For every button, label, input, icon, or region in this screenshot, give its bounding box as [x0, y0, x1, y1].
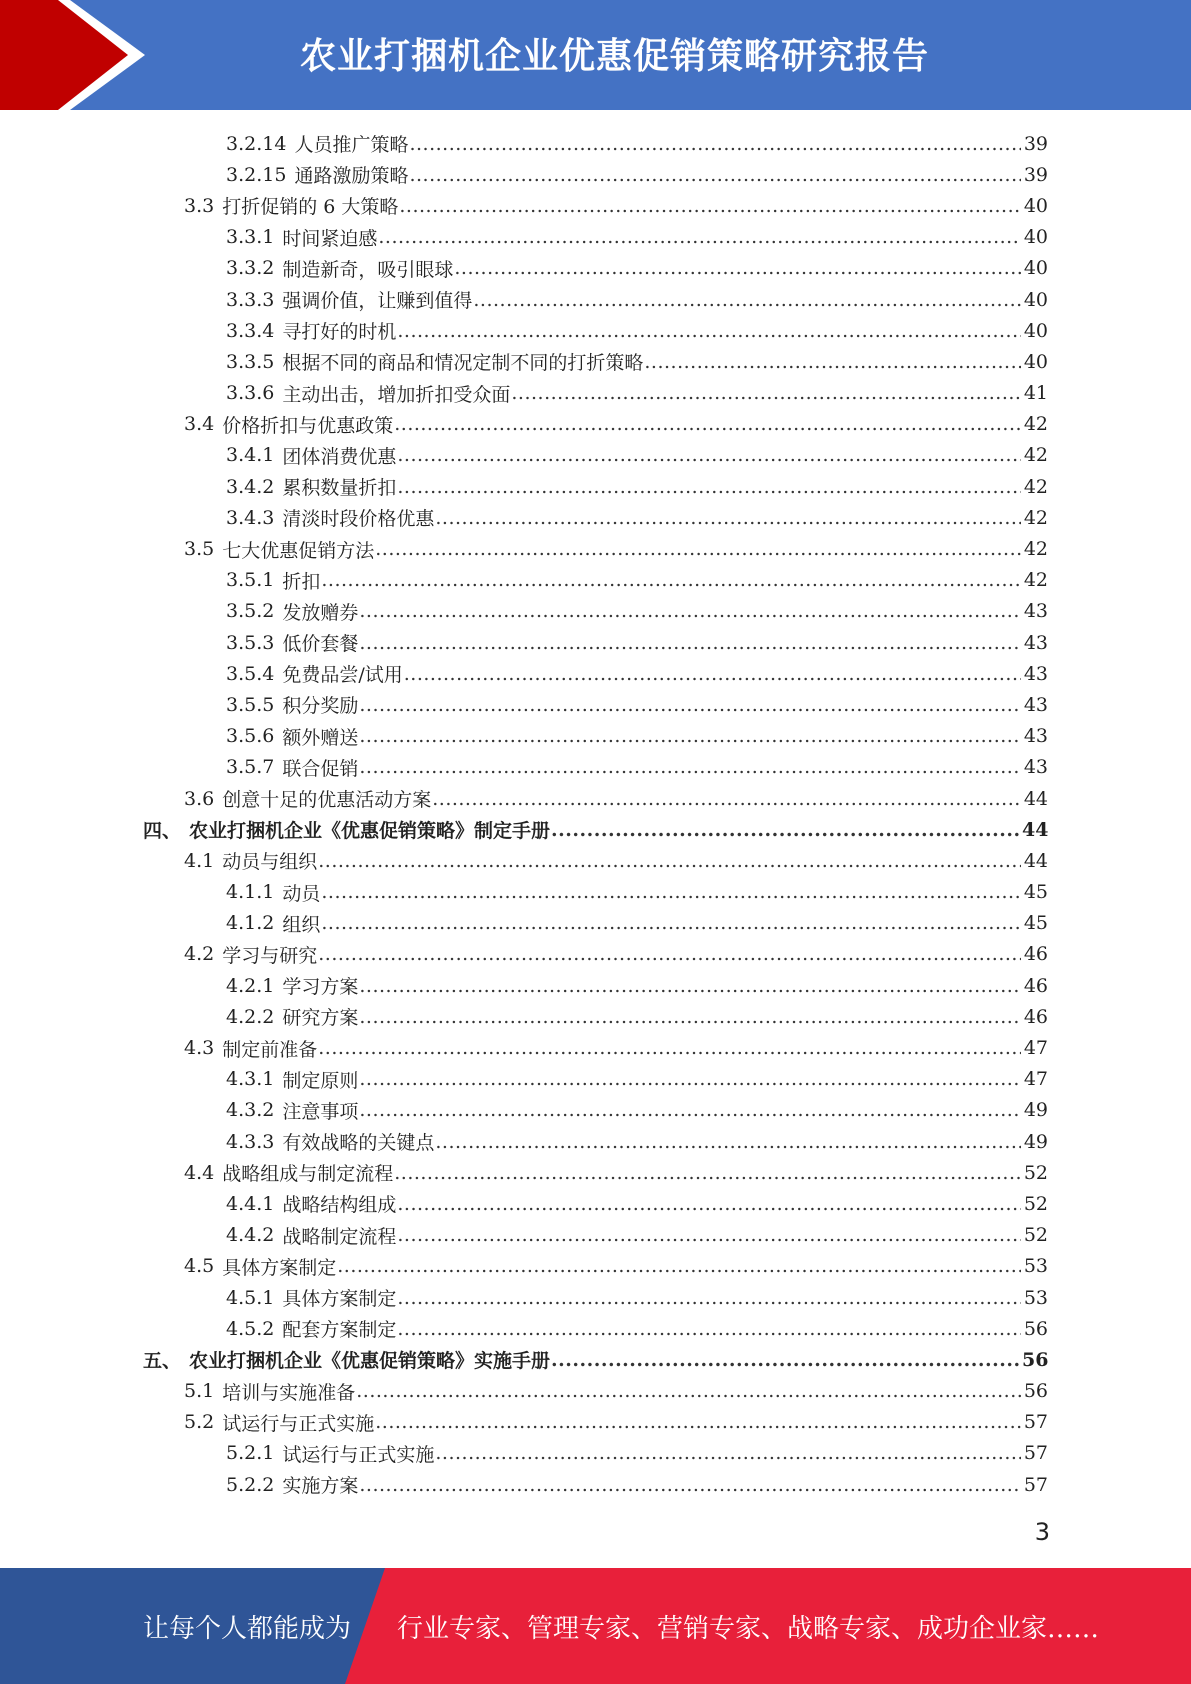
toc-entry-number: 3.3.6 [226, 382, 275, 405]
toc-entry-number: 5.2.2 [226, 1473, 275, 1496]
toc-entry-number: 4.5.1 [226, 1286, 275, 1309]
toc-entry-page: 47 [1023, 1068, 1048, 1091]
toc-entry-number: 3.2.15 [226, 163, 287, 186]
page-number: 3 [1034, 1518, 1050, 1546]
toc-entry[interactable] [0, 533, 1191, 564]
toc-entry[interactable] [0, 1376, 1191, 1407]
toc-dot-leader [321, 912, 1021, 934]
toc-entry-number: 3.2.14 [226, 132, 287, 155]
toc-entry-number: 4.5 [184, 1255, 215, 1278]
toc-entry-page: 43 [1023, 662, 1048, 685]
toc-entry[interactable] [0, 1095, 1191, 1126]
toc-entry-title: 根据不同的商品和情况定制不同的打折策略 [282, 352, 644, 375]
toc-dot-leader [359, 600, 1021, 622]
toc-dot-leader [399, 195, 1021, 217]
toc-entry-page: 39 [1023, 163, 1048, 186]
table-of-contents [0, 128, 1191, 1500]
toc-entry-page: 46 [1023, 943, 1048, 966]
toc-entry[interactable] [0, 1438, 1191, 1469]
toc-entry-page: 49 [1023, 1130, 1048, 1153]
toc-entry-number: 5.1 [184, 1380, 215, 1403]
toc-dot-leader [432, 788, 1021, 810]
toc-entry[interactable] [0, 970, 1191, 1001]
toc-entry[interactable] [0, 128, 1191, 159]
toc-entry[interactable] [0, 1188, 1191, 1219]
toc-entry-title: 制造新奇，吸引眼球 [282, 258, 454, 281]
toc-entry[interactable] [0, 346, 1191, 377]
toc-entry[interactable] [0, 1157, 1191, 1188]
toc-entry-page: 43 [1023, 756, 1048, 779]
toc-dot-leader [397, 444, 1021, 466]
toc-entry-number: 3.4.2 [226, 475, 275, 498]
toc-entry-page: 43 [1023, 600, 1048, 623]
toc-dot-leader [397, 1193, 1021, 1215]
toc-entry-number: 4.4.1 [226, 1192, 275, 1215]
toc-dot-leader [409, 164, 1021, 186]
toc-dot-leader [359, 632, 1021, 654]
toc-entry-number: 3.3.4 [226, 319, 275, 342]
toc-entry-title: 清淡时段价格优惠 [282, 508, 435, 531]
toc-entry-page: 40 [1023, 288, 1048, 311]
toc-entry[interactable] [0, 1032, 1191, 1063]
toc-entry-number: 4.2.2 [226, 1005, 275, 1028]
toc-entry-title: 有效战略的关键点 [282, 1132, 435, 1155]
toc-entry-number: 3.5.3 [226, 631, 275, 654]
toc-dot-leader [435, 1442, 1021, 1464]
toc-entry[interactable] [0, 1282, 1191, 1313]
toc-dot-leader [435, 507, 1021, 529]
toc-entry-number: 3.5.2 [226, 600, 275, 623]
toc-entry-page: 42 [1023, 506, 1048, 529]
toc-entry-page: 43 [1023, 631, 1048, 654]
toc-entry-page: 57 [1023, 1442, 1048, 1465]
toc-dot-leader [397, 320, 1021, 342]
toc-entry-title: 动员与组织 [222, 851, 318, 874]
toc-entry-title: 时间紧迫感 [282, 227, 378, 250]
toc-entry-title: 七大优惠促销方法 [222, 539, 375, 562]
toc-entry-title: 学习与研究 [222, 944, 318, 967]
toc-entry-title: 学习方案 [282, 976, 359, 999]
toc-entry-number: 3.3 [184, 194, 215, 217]
toc-entry-title: 研究方案 [282, 1007, 359, 1030]
toc-entry-number: 4.4 [184, 1161, 215, 1184]
footer-slogan-right: 行业专家、管理专家、营销专家、战略专家、成功企业家…… [397, 1614, 1100, 1644]
report-title: 农业打捆机企业优惠促销策略研究报告 [300, 36, 930, 77]
toc-entry-title: 免费品尝/试用 [282, 664, 403, 687]
page-footer [0, 1568, 1191, 1684]
toc-dot-leader [404, 663, 1021, 685]
toc-entry[interactable] [0, 1469, 1191, 1500]
page-header [0, 0, 1191, 110]
toc-entry-number: 3.5.6 [226, 725, 275, 748]
toc-entry-title: 团体消费优惠 [282, 445, 397, 468]
toc-entry-title: 低价套餐 [282, 633, 359, 656]
toc-dot-leader [359, 1099, 1021, 1121]
toc-dot-leader [359, 1006, 1021, 1028]
toc-entry[interactable] [0, 1064, 1191, 1095]
toc-entry-number: 4.5.2 [226, 1317, 275, 1340]
toc-entry[interactable] [0, 378, 1191, 409]
toc-entry-title: 制定前准备 [222, 1038, 318, 1061]
toc-entry-page: 41 [1023, 382, 1048, 405]
toc-entry[interactable] [0, 689, 1191, 720]
toc-dot-leader [435, 1131, 1021, 1153]
toc-entry-page: 57 [1023, 1473, 1048, 1496]
toc-entry-number: 3.4 [184, 413, 215, 436]
toc-entry[interactable] [0, 1407, 1191, 1438]
toc-entry[interactable] [0, 1126, 1191, 1157]
toc-entry[interactable] [0, 502, 1191, 533]
toc-entry-number: 3.3.5 [226, 350, 275, 373]
toc-entry[interactable] [0, 627, 1191, 658]
toc-entry-number: 4.1.1 [226, 881, 275, 904]
toc-entry-page: 40 [1023, 226, 1048, 249]
toc-entry[interactable] [0, 783, 1191, 814]
toc-dot-leader [359, 756, 1021, 778]
toc-entry-page: 49 [1023, 1099, 1048, 1122]
toc-entry-number: 4.3.1 [226, 1068, 275, 1091]
toc-entry-number: 5.2 [184, 1411, 215, 1434]
toc-entry-title: 培训与实施准备 [222, 1381, 356, 1404]
toc-entry-page: 40 [1023, 350, 1048, 373]
toc-entry[interactable] [0, 440, 1191, 471]
toc-entry-page: 43 [1023, 693, 1048, 716]
toc-entry[interactable] [0, 658, 1191, 689]
toc-entry-page: 42 [1023, 444, 1048, 467]
footer-slogan-left: 让每个人都能成为 [143, 1614, 352, 1644]
toc-entry-title: 寻打好的时机 [282, 321, 397, 344]
toc-entry-page: 42 [1023, 538, 1048, 561]
toc-entry-page: 45 [1023, 881, 1048, 904]
toc-entry[interactable] [0, 1344, 1191, 1375]
toc-entry-number: 4.4.2 [226, 1224, 275, 1247]
toc-dot-leader [397, 1224, 1021, 1246]
toc-dot-leader [394, 413, 1021, 435]
toc-entry-number: 3.5.1 [226, 569, 275, 592]
toc-entry-page: 40 [1023, 257, 1048, 280]
toc-entry-number: 五、 [143, 1350, 182, 1373]
toc-entry[interactable] [0, 752, 1191, 783]
toc-dot-leader [359, 975, 1021, 997]
toc-entry-title: 战略制定流程 [282, 1225, 397, 1248]
toc-entry-title: 发放赠券 [282, 601, 359, 624]
toc-dot-leader [321, 881, 1021, 903]
toc-dot-leader [551, 819, 1021, 841]
toc-entry-page: 43 [1023, 725, 1048, 748]
toc-entry[interactable] [0, 1220, 1191, 1251]
toc-entry-number: 4.3 [184, 1037, 215, 1060]
toc-entry-number: 3.6 [184, 787, 215, 810]
toc-dot-leader [409, 133, 1021, 155]
toc-entry-page: 56 [1023, 1317, 1048, 1340]
toc-entry-title: 注意事项 [282, 1100, 359, 1123]
toc-entry-title: 农业打捆机企业《优惠促销策略》制定手册 [189, 820, 551, 843]
toc-entry-page: 57 [1023, 1411, 1048, 1434]
toc-entry-number: 3.4.1 [226, 444, 275, 467]
toc-entry-number: 3.3.2 [226, 257, 275, 280]
toc-entry-page: 56 [1023, 1380, 1048, 1403]
toc-dot-leader [359, 725, 1021, 747]
toc-entry-page: 42 [1023, 475, 1048, 498]
toc-dot-leader [375, 538, 1021, 560]
toc-entry-title: 折扣 [282, 570, 321, 593]
toc-dot-leader [378, 226, 1021, 248]
toc-entry-number: 4.3.3 [226, 1130, 275, 1153]
toc-entry-page: 52 [1023, 1224, 1048, 1247]
toc-entry[interactable] [0, 471, 1191, 502]
toc-dot-leader [551, 1349, 1021, 1371]
toc-entry-page: 39 [1023, 132, 1048, 155]
toc-entry-number: 4.1.2 [226, 912, 275, 935]
toc-entry-page: 46 [1023, 1005, 1048, 1028]
toc-entry[interactable] [0, 1313, 1191, 1344]
toc-dot-leader [473, 289, 1021, 311]
toc-entry-page: 52 [1023, 1192, 1048, 1215]
toc-entry-title: 通路激励策略 [294, 165, 409, 188]
toc-entry-number: 4.3.2 [226, 1099, 275, 1122]
toc-entry-page: 45 [1023, 912, 1048, 935]
toc-entry-title: 动员 [282, 882, 321, 905]
toc-entry-page: 44 [1023, 849, 1048, 872]
toc-entry[interactable] [0, 908, 1191, 939]
toc-entry[interactable] [0, 1251, 1191, 1282]
toc-dot-leader [359, 1474, 1021, 1496]
toc-dot-leader [318, 1037, 1021, 1059]
toc-entry-title: 具体方案制定 [282, 1288, 397, 1311]
toc-entry[interactable] [0, 253, 1191, 284]
toc-dot-leader [337, 1255, 1021, 1277]
toc-entry-number: 四、 [143, 820, 182, 843]
toc-entry[interactable] [0, 939, 1191, 970]
toc-entry-number: 3.5.5 [226, 693, 275, 716]
toc-entry-title: 试运行与正式实施 [282, 1443, 435, 1466]
toc-entry[interactable] [0, 721, 1191, 752]
toc-entry-page: 44 [1023, 787, 1048, 810]
toc-dot-leader [511, 382, 1021, 404]
toc-entry-title: 农业打捆机企业《优惠促销策略》实施手册 [189, 1350, 551, 1373]
toc-entry-title: 联合促销 [282, 757, 359, 780]
toc-entry-title: 打折促销的 6 大策略 [222, 196, 399, 219]
toc-entry-page: 56 [1022, 1348, 1049, 1371]
toc-entry-page: 46 [1023, 974, 1048, 997]
toc-entry-number: 3.5 [184, 538, 215, 561]
toc-entry-title: 创意十足的优惠活动方案 [222, 789, 432, 812]
toc-entry[interactable] [0, 222, 1191, 253]
toc-entry-title: 积分奖励 [282, 695, 359, 718]
toc-entry-page: 42 [1023, 569, 1048, 592]
toc-entry-page: 44 [1022, 818, 1049, 841]
toc-dot-leader [394, 1162, 1021, 1184]
toc-entry[interactable] [0, 1001, 1191, 1032]
toc-dot-leader [359, 694, 1021, 716]
toc-entry[interactable] [0, 814, 1191, 845]
toc-dot-leader [318, 943, 1021, 965]
toc-entry-page: 53 [1023, 1255, 1048, 1278]
toc-entry[interactable] [0, 315, 1191, 346]
toc-entry-number: 3.3.1 [226, 226, 275, 249]
toc-entry-title: 试运行与正式实施 [222, 1412, 375, 1435]
toc-entry-title: 价格折扣与优惠政策 [222, 414, 394, 437]
toc-entry-page: 40 [1023, 194, 1048, 217]
toc-dot-leader [356, 1380, 1021, 1402]
toc-entry-number: 5.2.1 [226, 1442, 275, 1465]
toc-entry-title: 主动出击，增加折扣受众面 [282, 383, 511, 406]
toc-entry-number: 3.5.7 [226, 756, 275, 779]
toc-entry[interactable] [0, 845, 1191, 876]
toc-entry-number: 3.3.3 [226, 288, 275, 311]
toc-entry[interactable] [0, 409, 1191, 440]
toc-entry-title: 配套方案制定 [282, 1319, 397, 1342]
toc-entry-page: 42 [1023, 413, 1048, 436]
toc-entry-page: 40 [1023, 319, 1048, 342]
toc-dot-leader [397, 1287, 1021, 1309]
toc-entry[interactable] [0, 190, 1191, 221]
toc-entry-title: 战略组成与制定流程 [222, 1163, 394, 1186]
toc-entry-title: 额外赠送 [282, 726, 359, 749]
toc-dot-leader [397, 1318, 1021, 1340]
toc-entry-title: 实施方案 [282, 1475, 359, 1498]
toc-entry-title: 战略结构组成 [282, 1194, 397, 1217]
toc-dot-leader [454, 257, 1021, 279]
toc-entry-page: 47 [1023, 1037, 1048, 1060]
toc-dot-leader [644, 351, 1021, 373]
toc-entry-page: 53 [1023, 1286, 1048, 1309]
toc-dot-leader [321, 569, 1021, 591]
toc-entry-number: 3.5.4 [226, 662, 275, 685]
toc-entry-number: 4.1 [184, 849, 215, 872]
toc-dot-leader [375, 1411, 1021, 1433]
toc-entry-page: 52 [1023, 1161, 1048, 1184]
toc-entry-title: 组织 [282, 913, 321, 936]
toc-entry-number: 4.2.1 [226, 974, 275, 997]
toc-entry[interactable] [0, 877, 1191, 908]
toc-entry-number: 3.4.3 [226, 506, 275, 529]
toc-entry-title: 具体方案制定 [222, 1256, 337, 1279]
toc-entry[interactable] [0, 159, 1191, 190]
toc-entry-title: 人员推广策略 [294, 134, 409, 157]
header-chevron-decoration [0, 0, 160, 110]
toc-entry-title: 制定原则 [282, 1069, 359, 1092]
toc-entry[interactable] [0, 596, 1191, 627]
toc-dot-leader [397, 476, 1021, 498]
toc-entry-title: 强调价值，让赚到值得 [282, 290, 473, 313]
toc-entry-title: 累积数量折扣 [282, 477, 397, 500]
toc-dot-leader [318, 850, 1021, 872]
toc-entry-number: 4.2 [184, 943, 215, 966]
toc-dot-leader [359, 1068, 1021, 1090]
toc-entry[interactable] [0, 284, 1191, 315]
toc-entry[interactable] [0, 565, 1191, 596]
